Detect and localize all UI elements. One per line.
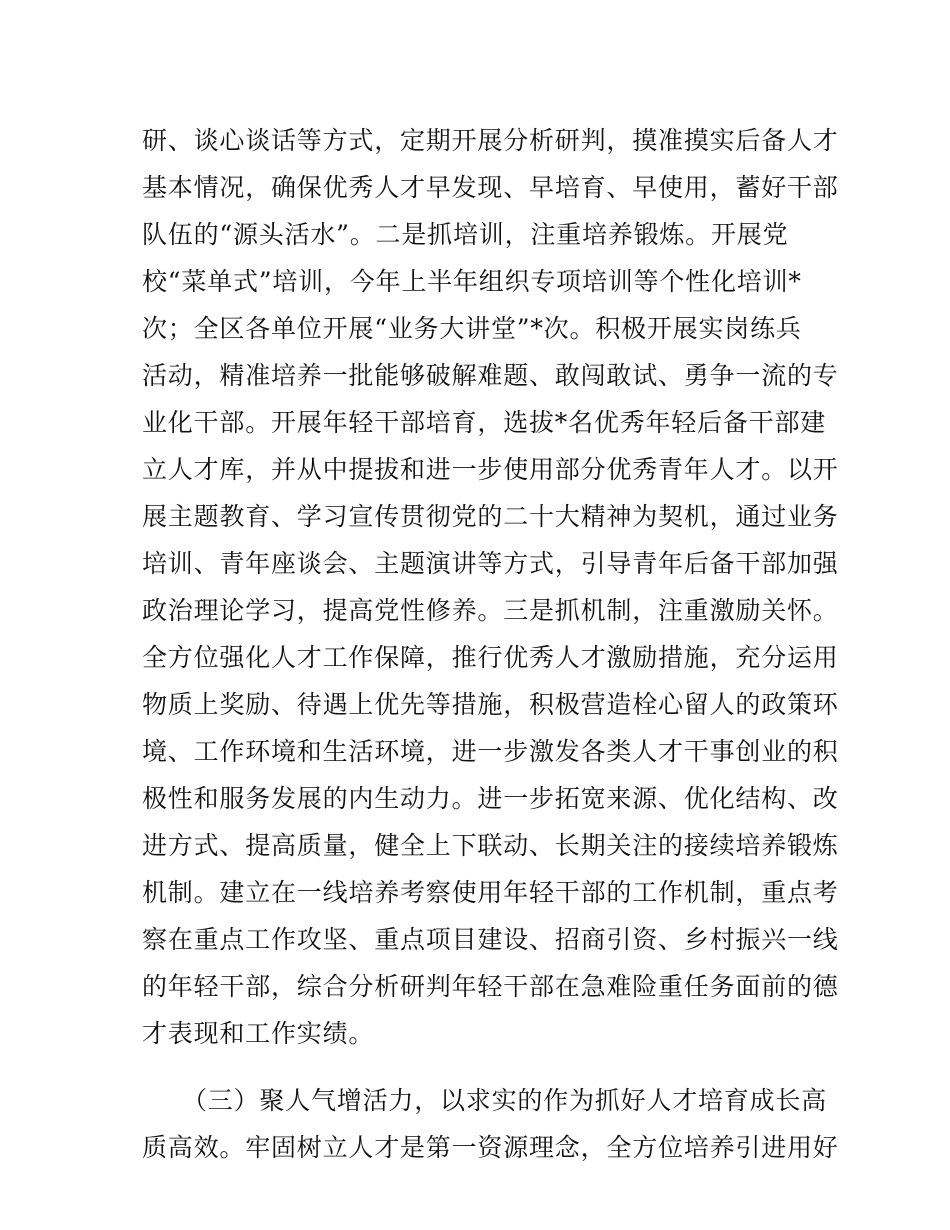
paragraph-line: 的年轻干部，综合分析研判年轻干部在急难险重任务面前的德 <box>142 972 839 1001</box>
paragraph-line: 才表现和工作实绩。 <box>142 1019 375 1048</box>
paragraph-line: 物质上奖励、待遇上优先等措施，积极营造栓心留人的政策环 <box>142 690 839 719</box>
paragraph-line: 境、工作环境和生活环境，进一步激发各类人才干事创业的积 <box>142 737 839 766</box>
section-heading-line: （三）聚人气增活力，以求实的作为抓好人才培育成长高 <box>182 1086 828 1115</box>
paragraph-line: 机制。建立在一线培养考察使用年轻干部的工作机制，重点考 <box>142 878 839 907</box>
paragraph-line: 活动，精准培养一批能够破解难题、敢闯敢试、勇争一流的专 <box>142 361 839 390</box>
paragraph-line: 次；全区各单位开展“业务大讲堂”*次。积极开展实岗练兵 <box>142 314 802 343</box>
paragraph-line: 察在重点工作攻坚、重点项目建设、招商引资、乡村振兴一线 <box>142 925 839 954</box>
paragraph-line: 培训、青年座谈会、主题演讲等方式，引导青年后备干部加强 <box>142 549 839 578</box>
paragraph-line: 极性和服务发展的内生动力。进一步拓宽来源、优化结构、改 <box>142 784 839 813</box>
paragraph-line: 队伍的“源头活水”。二是抓培训，注重培养锻炼。开展党 <box>142 220 789 249</box>
paragraph-line: 展主题教育、学习宣传贯彻党的二十大精神为契机，通过业务 <box>142 502 839 531</box>
paragraph-line: 质高效。牢固树立人才是第一资源理念，全方位培养引进用好 <box>142 1133 839 1162</box>
paragraph-line: 业化干部。开展年轻干部培育，选拔*名优秀年轻后备干部建 <box>142 408 827 437</box>
paragraph-line: 政治理论学习，提高党性修养。三是抓机制，注重激励关怀。 <box>142 596 839 625</box>
paragraph-gap <box>142 1057 822 1077</box>
paragraph-line: 校“菜单式”培训，今年上半年组织专项培训等个性化培训* <box>142 267 802 296</box>
paragraph-line: 基本情况，确保优秀人才早发现、早培育、早使用，蓄好干部 <box>142 173 839 202</box>
paragraph-line: 研、谈心谈话等方式，定期开展分析研判，摸准摸实后备人才 <box>142 126 839 155</box>
paragraph-line: 立人才库，并从中提拔和进一步使用部分优秀青年人才。以开 <box>142 455 839 484</box>
document-body <box>142 117 839 1171</box>
paragraph-line: 进方式、提高质量，健全上下联动、长期关注的接续培养锻炼 <box>142 831 839 860</box>
paragraph-line: 全方位强化人才工作保障，推行优秀人才激励措施，充分运用 <box>142 643 839 672</box>
